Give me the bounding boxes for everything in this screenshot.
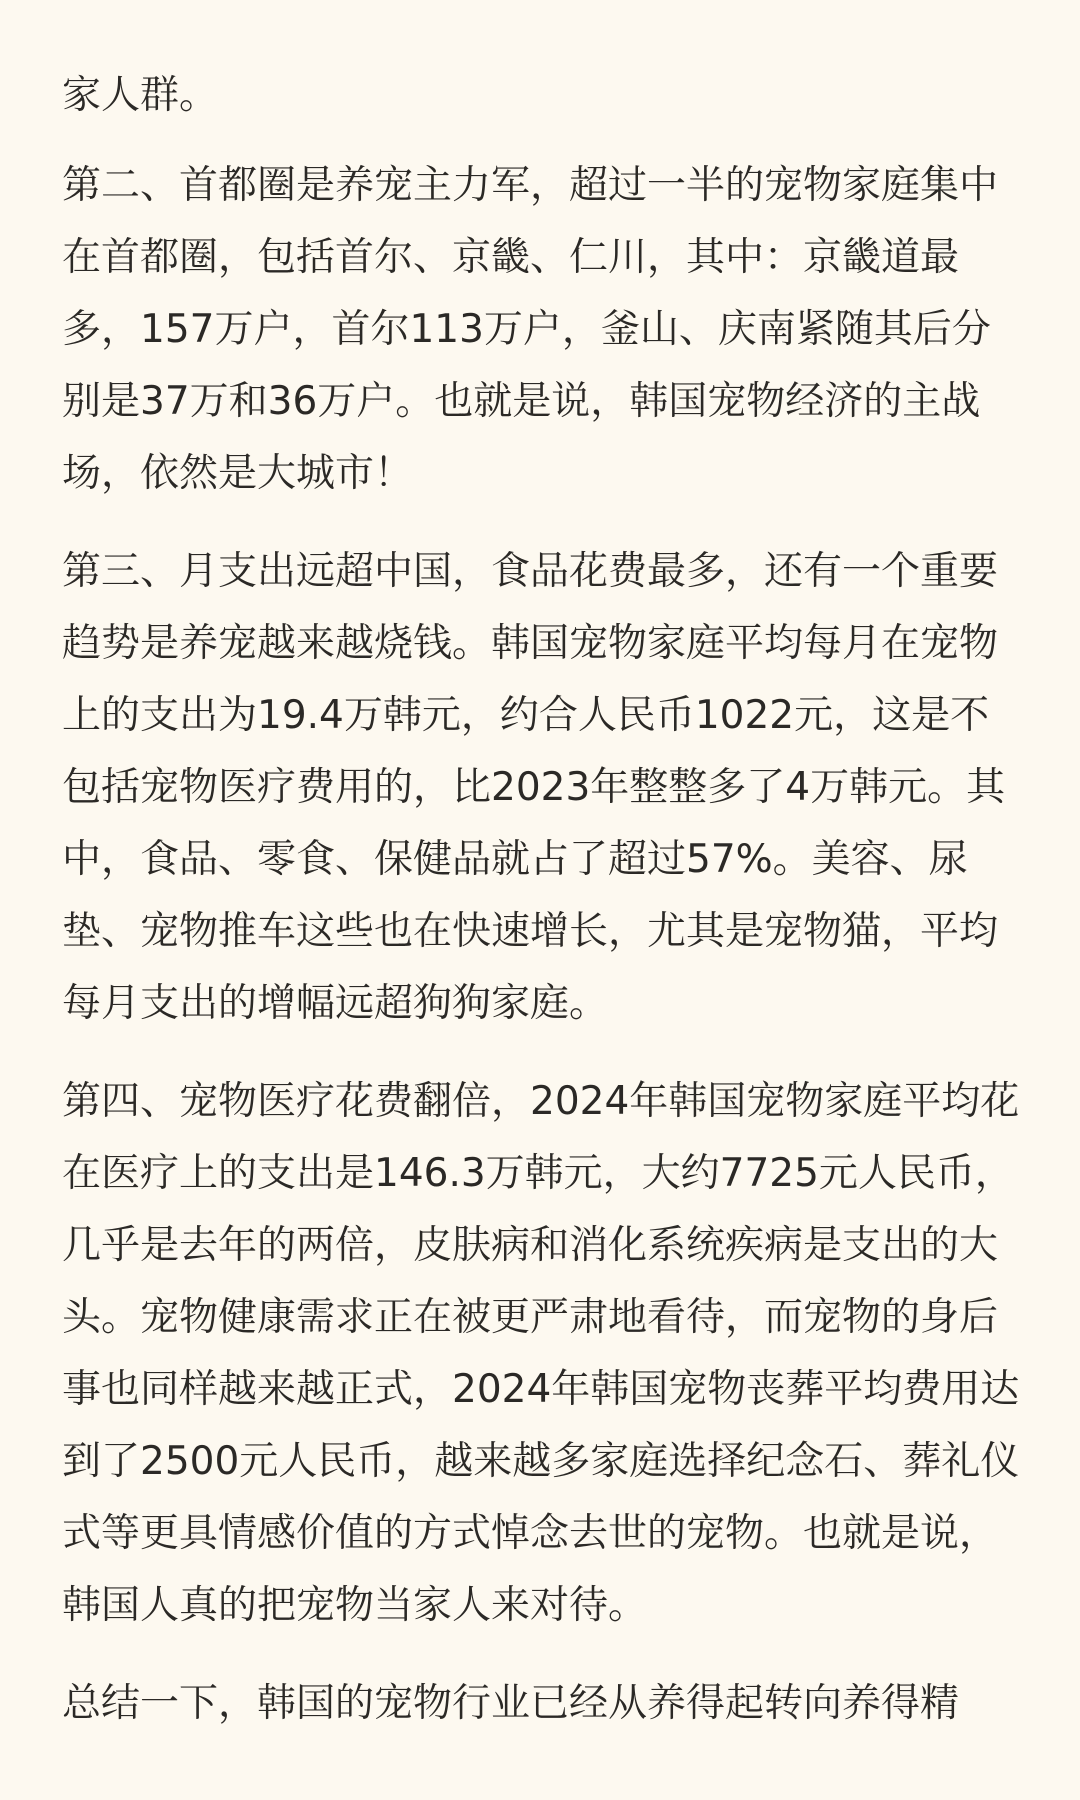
paragraph-fourth-point: 第四、宠物医疗花费翻倍，2024年韩国宠物家庭平均花在医疗上的支出是146.3万韩元，大约7725元人民币，几乎是去年的两倍，皮肤病和消化系统疾病是支出的大头。宠物健康需求正在被更严肃地看待，而宠物的身后事也同样越来越正式，2024年韩国宠物丧葬平均费用达到了2500元人民币，越来越多家庭选择纪念石、葬礼仪式等更具情感价值的方式悼念去世的宠物。也就是说，韩国人真的把宠物当家人来对待。 xyxy=(62,1079,1020,1628)
paragraph-intro-tail: 家人群。 xyxy=(62,73,219,118)
paragraph-third-point: 第三、月支出远超中国，食品花费最多，还有一个重要趋势是养宠越来越烧钱。韩国宠物家庭平均每月在宠物上的支出为19.4万韩元，约合人民币1022元，这是不包括宠物医疗费用的，比2023年整整多了4万韩元。其中，食品、零食、保健品就占了超过57%。美容、尿垫、宠物推车这些也在快速增长，尤其是宠物猫，平均每月支出的增幅远超狗狗家庭。 xyxy=(62,549,1006,1026)
paragraph-second-point: 第二、首都圈是养宠主力军，超过一半的宠物家庭集中在首都圈，包括首尔、京畿、仁川，其中：京畿道最多，157万户，首尔113万户，釜山、庆南紧随其后分别是37万和36万户。也就是说，韩国宠物经济的主战场，依然是大城市！ xyxy=(62,163,999,496)
paragraph-summary: 总结一下，韩国的宠物行业已经从养得起转向养得精 xyxy=(62,1681,960,1726)
